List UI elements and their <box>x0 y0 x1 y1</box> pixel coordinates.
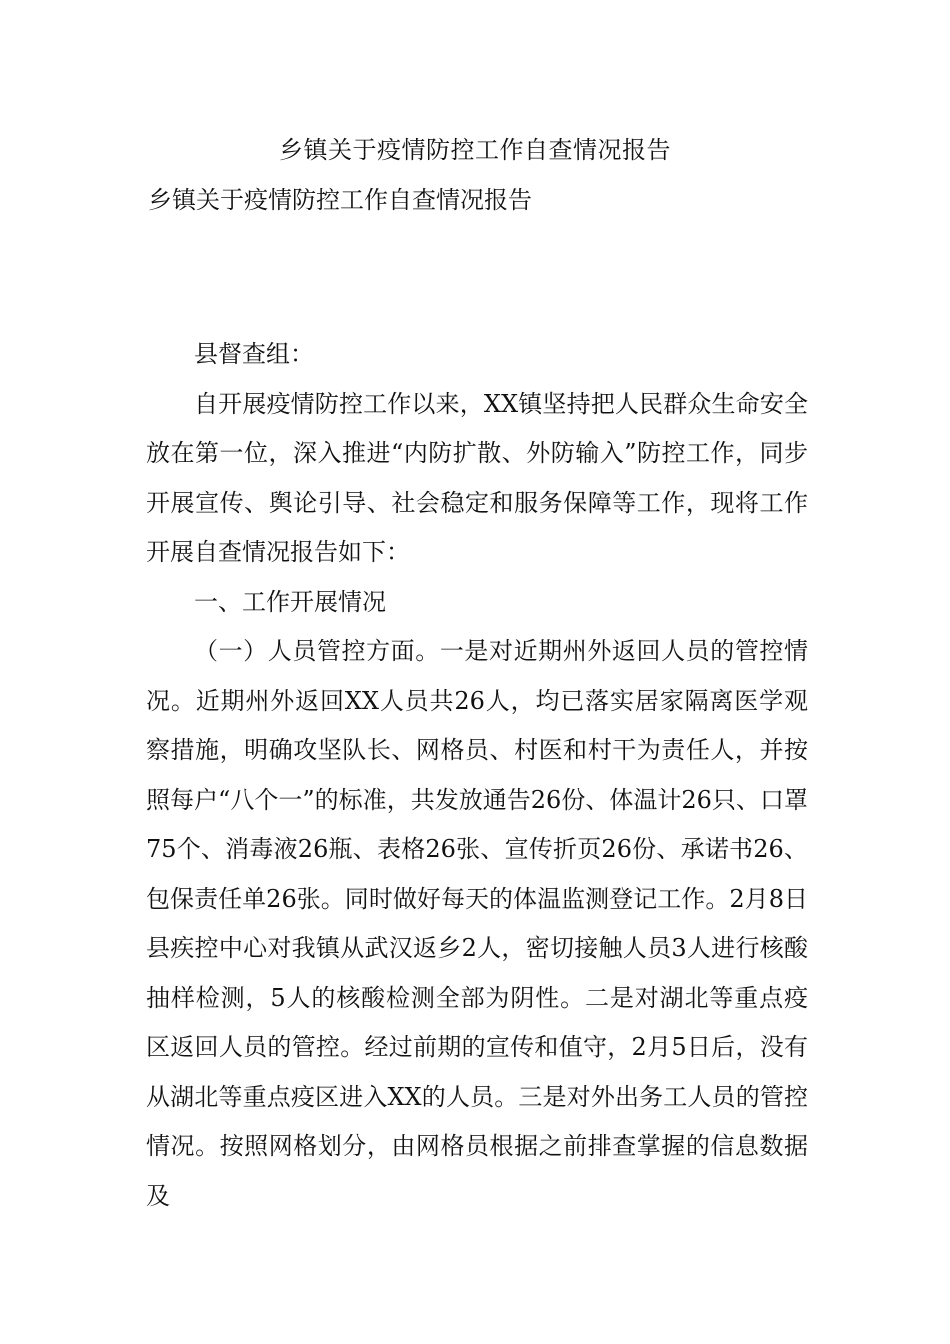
salutation: 县督查组： <box>194 340 314 368</box>
document-title: 乡镇关于疫情防控工作自查情况报告 <box>279 136 671 164</box>
paragraph-intro: 自开展疫情防控工作以来，XX镇坚持把人民群众生命安全放在第一位，深入推进“内防扩散、外防输入”防控工作，同步开展宣传、舆论引导、社会稳定和服务保障等工作，现将工作开展自查情况报告如下： <box>146 389 808 566</box>
section-heading-1: 一、工作开展情况 <box>194 587 386 616</box>
paragraph-personnel-control: （一）人员管控方面。一是对近期州外返回人员的管控情况。近期州外返回XX人员共26人，均已落实居家隔离医学观察措施，明确攻坚队长、网格员、村医和村干为责任人，并按照每户“八个一”的标准，共发放通告26份、体温计26只、口罩75个、消毒液26瓶、表格26张、宣传折页26份、承诺书26、包保责任单26张。同时做好每天的体温监测登记工作。2月8日县疾控中心对我镇从武汉返乡2人，密切接触人员3人进行核酸抽样检测，5人的核酸检测全部为阴性。二是对湖北等重点疫区返回人员的管控。经过前期的宣传和值守，2月5日后，没有从湖北等重点疫区进入XX的人员。三是对外出务工人员的管控情况。按照网格划分，由网格员根据之前排查掌握的信息数据及 <box>146 637 808 1210</box>
document-subtitle: 乡镇关于疫情防控工作自查情况报告 <box>148 186 532 214</box>
document-body <box>146 330 808 1221</box>
